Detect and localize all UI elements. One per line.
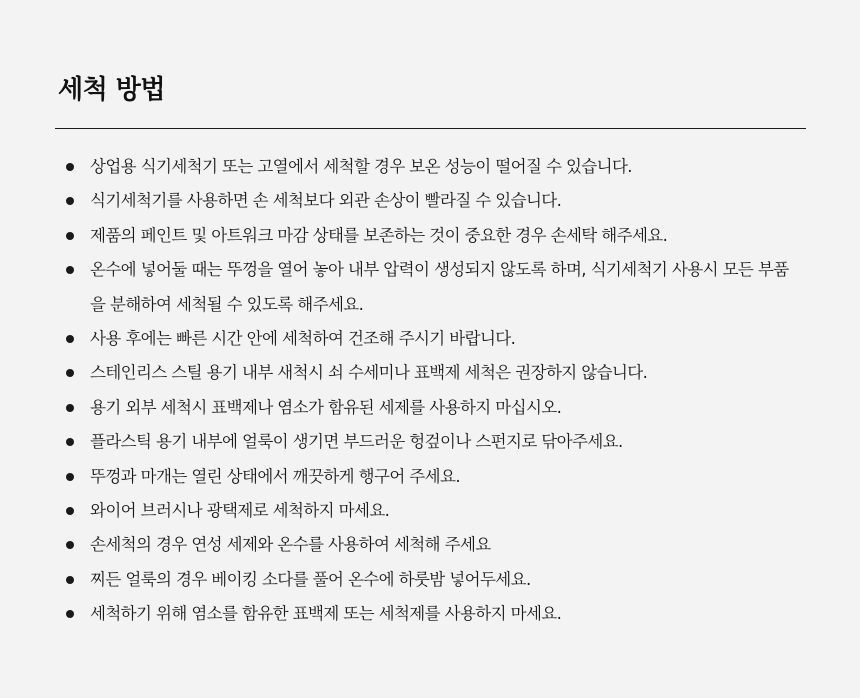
list-item: 사용 후에는 빠른 시간 안에 세척하여 건조해 주시기 바랍니다.	[90, 322, 800, 356]
list-item: 제품의 페인트 및 아트워크 마감 상태를 보존하는 것이 중요한 경우 손세탁 해주세요.	[90, 219, 800, 253]
list-item: 찌든 얼룩의 경우 베이킹 소다를 풀어 온수에 하룻밤 넣어두세요.	[90, 563, 800, 597]
list-item: 플라스틱 용기 내부에 얼룩이 생기면 부드러운 헝겊이나 스펀지로 닦아주세요.	[90, 425, 800, 459]
list-item: 뚜껑과 마개는 열린 상태에서 깨끗하게 행구어 주세요.	[90, 460, 800, 494]
list-item: 식기세척기를 사용하면 손 세척보다 외관 손상이 빨라질 수 있습니다.	[90, 184, 800, 218]
list-item: 용기 외부 세척시 표백제나 염소가 함유된 세제를 사용하지 마십시오.	[90, 391, 800, 425]
list-item: 스테인리스 스틸 용기 내부 새척시 쇠 수세미나 표백제 세척은 권장하지 않습니다.	[90, 356, 800, 390]
list-item: 온수에 넣어둘 때는 뚜껑을 열어 놓아 내부 압력이 생성되지 않도록 하며, 식기세척기 사용시 모든 부품을 분해하여 세척될 수 있도록 해주세요.	[90, 253, 800, 322]
list-item: 상업용 식기세척기 또는 고열에서 세척할 경우 보온 성능이 떨어질 수 있습니다.	[90, 150, 800, 184]
cleaning-instructions-list	[90, 150, 800, 632]
list-item: 세척하기 위해 염소를 함유한 표백제 또는 세척제를 사용하지 마세요.	[90, 597, 800, 631]
list-item: 손세척의 경우 연성 세제와 온수를 사용하여 세척해 주세요	[90, 528, 800, 562]
list-item: 와이어 브러시나 광택제로 세척하지 마세요.	[90, 494, 800, 528]
section-title: 세척 방법	[58, 75, 166, 105]
title-divider	[55, 128, 806, 129]
